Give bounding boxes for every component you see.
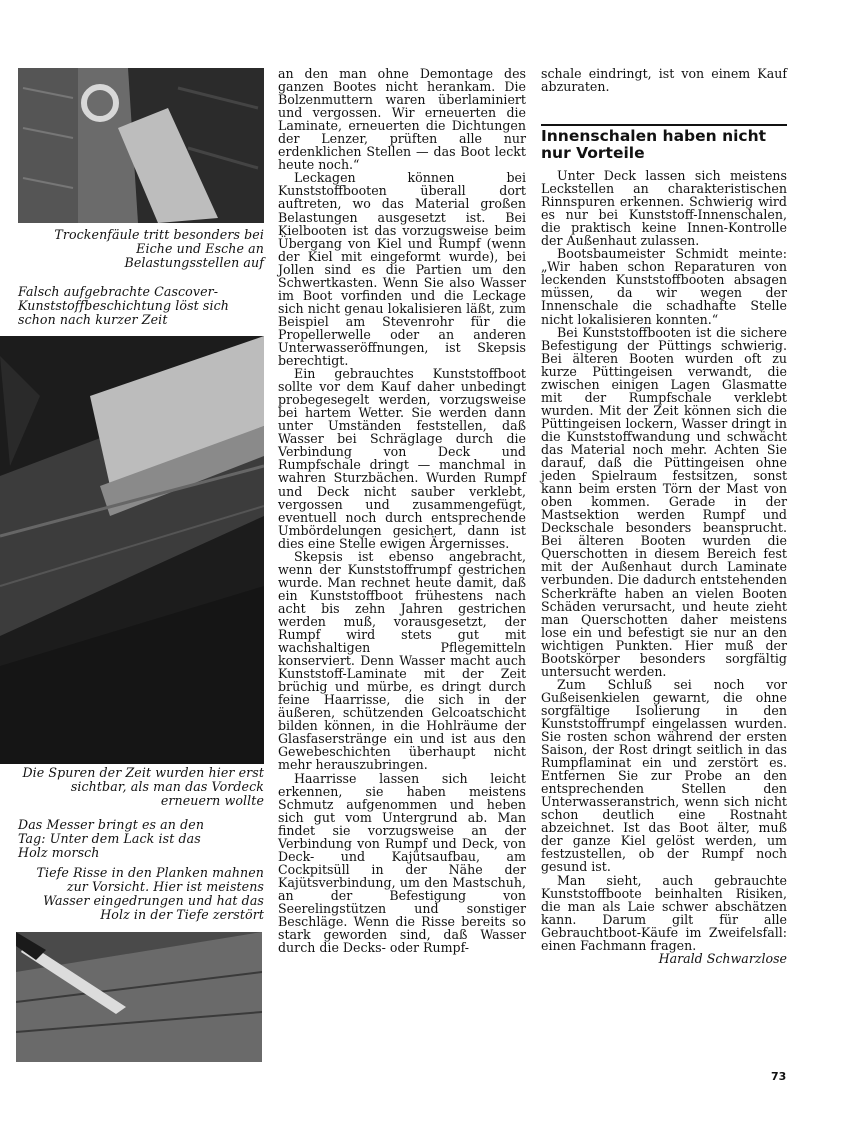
article-paragraph: Man sieht, auch gebrauchte Kunststoffboote beinhalten Risiken, die man als Laie schwer abschätzen kann. Darum gilt für alle Gebrauchtboot-Käufe im Zweifelsfall: einen Fachmann fragen. bbox=[541, 872, 787, 953]
section-heading: Innenschalen haben nicht nur Vorteile bbox=[541, 127, 767, 162]
article-column-2 bbox=[278, 67, 526, 954]
article-column-3 bbox=[541, 169, 787, 965]
article-column-3-top bbox=[541, 67, 787, 93]
caption-messer: Das Messer bringt es an den Tag: Unter dem Lack ist das Holz morsch bbox=[18, 817, 205, 860]
article-paragraph: Zum Schluß sei noch vor Gußeisenkielen gewarnt, die ohne sorgfältige Isolierung in den Kunststoffrumpf eingelassen wurden. Sie rosten schon während der ersten Saison, der Rost dringt seitlich in das Rumpflaminat ein und zerstört es. Entfernen Sie zur Probe an den entsprechenden Stellen den Unterwasseranstrich, wenn sich nicht schon deutlich eine Rostnaht abzeichnet. Ist das Boot älter, muß der ganze Kiel gelöst werden, um festzustellen, ob der Rumpf noch gesund ist. bbox=[541, 676, 787, 875]
article-paragraph: Leckagen können bei Kunststoffbooten überall dort auftreten, wo das Material großen Belastungen ausgesetzt ist. Bei Kielbooten ist das vorzugsweise beim Übergang von Kiel und Rumpf (wenn der Kiel mit eingeformt wurde), bei Jollen sind es die Partien um den Schwertkasten. Wenn Sie also Wasser im Boot vorfinden und die Leckage sich nicht genau lokalisieren läßt, zum Beispiel am Stevenrohr für die Propellerwelle oder an anderen Unterwasseröffnungen, ist Skepsis berechtigt. bbox=[278, 170, 526, 369]
caption-dry-rot: Trockenfäule tritt besonders bei Eiche und Esche an Belastungsstellen auf bbox=[54, 227, 264, 270]
article-paragraph: Unter Deck lassen sich meistens Leckstellen an charakteristischen Rinnspuren erkennen. Schwierig wird es nur bei Kunststoff-Innenschalen, die praktisch keine Innen-Kontrolle der Außenhaut zulassen. bbox=[541, 168, 787, 249]
article-paragraph: Bei Kunststoffbooten ist die sichere Befestigung der Püttings schwierig. Bei älteren Booten wurden oft zu kurze Püttingeisen verwandt, die zwischen einigen Lagen Glasmatte mit der Rumpfschale verklebt wurden. Mit der Zeit können sich die Püttingeisen lockern, Wasser dringt in die Kunststoffwandung und schwächt das Material noch mehr. Achten Sie darauf, daß die Püttingeisen ohne jeden Spielraum festsitzen, sonst kann beim ersten Törn der Mast von oben kommen. Gerade in der Mastsektion werden Rumpf und Deckschale besonders beansprucht. Bei älteren Booten wurden die Querschotten in diesem Bereich fest mit der Außenhaut durch Laminate verbunden. Die dadurch entstehenden Scherkräfte haben an vielen Booten Schäden verursacht, und heute zieht man Querschotten daher meistens lose ein und befestigt sie nur an den wichtigen Punkten. Hier muß der Bootskörper besonders sorgfältig untersucht werden. bbox=[541, 324, 787, 679]
section-heading-block bbox=[541, 124, 787, 161]
article-paragraph: Skepsis ist ebenso angebracht, wenn der Kunststoffrumpf gestrichen wurde. Man rechnet heute damit, daß ein Kunststoffboot frühestens nach acht bis zehn Jahren gestrichen werden muß, vorausgesetzt, der Rumpf wird stets gut mit wachshaltigen Pflegemitteln konserviert. Denn Wasser macht auch Kunststoff-Laminate mit der Zeit brüchig und mürbe, es dringt durch feine Haarrisse, die sich in der äußeren, schützenden Gelcoatschicht bilden können, in die Hohlräume der Glasfaserstränge ein und ist aus den Gewebeschichten überhaupt nicht mehr herauszubringen. bbox=[278, 548, 526, 773]
caption-spuren: Die Spuren der Zeit wurden hier erst sichtbar, als man das Vordeck erneuern wollte bbox=[22, 765, 264, 808]
article-paragraph: Haarrisse lassen sich leicht erkennen, sie haben meistens Schmutz aufgenommen und heben sich gut vom Untergrund ab. Man findet sie vorzugsweise an der Verbindung von Rumpf und Deck, von Deck- und Kajütsaufbau, am Cockpitsüll in der Nähe der Kajütsverbindung, um den Mastschuh, an der Befestigung von Seerelingstützen und sonstiger Beschläge. Wenn die Risse bereits so stark geworden sind, daß Wasser durch die Decks- oder Rumpf- bbox=[278, 770, 526, 956]
caption-cascover: Falsch aufgebrachte Cascover-Kunststoffbeschichtung löst sich schon nach kurzer Zeit bbox=[18, 284, 229, 327]
author-name: Harald Schwarzlose bbox=[658, 950, 787, 966]
dry-rot-photo bbox=[18, 68, 264, 223]
weathered-deck-photo bbox=[0, 336, 264, 764]
article-paragraph: Bootsbaumeister Schmidt meinte: „Wir haben schon Reparaturen von leckenden Kunststoffbooten absagen müssen, da wir wegen der Innenschale die schadhafte Stelle nicht lokalisieren konnten.“ bbox=[541, 246, 787, 327]
article-paragraph: Ein gebrauchtes Kunststoffboot sollte vor dem Kauf daher unbedingt probegesegelt werden, vorzugsweise bei hartem Wetter. Sie werden dann unter Umständen feststellen, daß Wasser bei Schräglage durch die Verbindung von Deck und Rumpfschale dringt — manchmal in wahren Sturzbächen. Wurden Rumpf und Deck nicht sauber verklebt, vergossen und zusammengefügt, eventuell noch durch entsprechende Umbördelungen gesichert, dann ist dies eine Stelle ewigen Ärgernisses. bbox=[278, 366, 526, 551]
article-paragraph: schale eindringt, ist von einem Kauf abzuraten. bbox=[541, 66, 787, 95]
article-paragraph: an den man ohne Demontage des ganzen Bootes nicht herankam. Die Bolzenmuttern waren überlaminiert und vergossen. Wir erneuerten die Laminate, erneuerten die Dichtungen der Lenzer, prüften alle nur erdenklichen Stellen — das Boot leckt heute noch.“ bbox=[278, 66, 526, 173]
page-number: 73 bbox=[771, 1070, 787, 1083]
knife-wood-photo bbox=[16, 932, 262, 1062]
caption-risse: Tiefe Risse in den Planken mahnen zur Vorsicht. Hier ist meistens Wasser eingedrungen und hat das Holz in der Tiefe zerstört bbox=[36, 865, 264, 922]
